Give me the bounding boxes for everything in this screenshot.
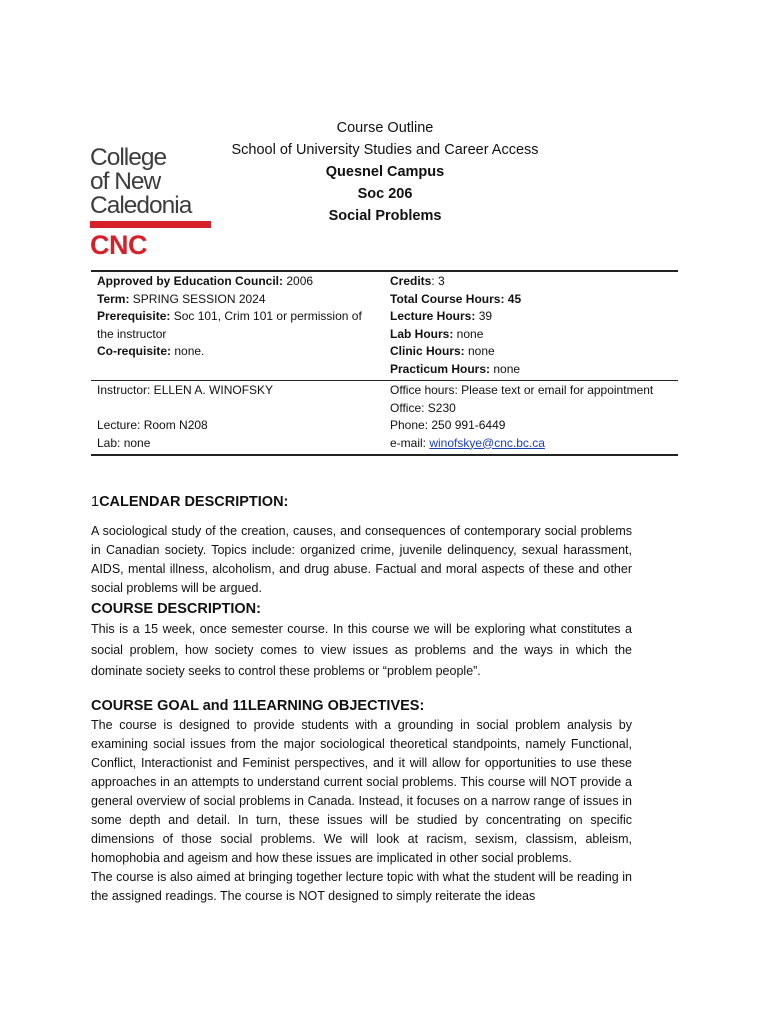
instructor-spacer	[97, 400, 378, 418]
logo-line-of-new: of New	[90, 168, 161, 195]
approved-label: Approved by Education Council:	[97, 274, 284, 288]
goals-paragraph-2: The course is also aimed at bringing together lecture topic with what the student will be reading in the assigned readings. The course is NOT designed to simply reiterate the ideas	[91, 870, 632, 903]
course-description-text: This is a 15 week, once semester course. In this course we will be exploring what constitutes a social problem, how society comes to view issues as problems and the ways in which the dominate society seeks to control these problems or “problem people”.	[91, 622, 632, 678]
info-row-course	[91, 271, 678, 381]
header-course-name: Social Problems	[328, 208, 442, 224]
goals-paragraph-1: The course is designed to provide students with a grounding in social problem analysis by examining social issues from the major sociological theoretical standpoints, namely Functional, Conflict, Interactionist and Feminist perspectives, and it will allow for opportunities to use these approaches in an attempts to understand current social problems. This course will NOT provide a general overview of social problems in Canada. Instead, it focuses on a narrow range of issues in some depth and detail. In turn, these issues will be studied by concentrating on specific dimensions of those social problems. We will look at racism, sexism, classism, ableism, homophobia and ageism and how these issues are implicated in other social problems.	[91, 718, 632, 865]
credits-line	[390, 273, 672, 291]
course-info-table	[91, 270, 678, 456]
instructor-line: Instructor: ELLEN A. WINOFSKY	[97, 383, 274, 397]
approved-value: 2006	[283, 274, 314, 288]
lecture-room-line: Lecture: Room N208	[97, 418, 208, 432]
goals-heading: COURSE GOAL and 11LEARNING OBJECTIVES:	[91, 698, 425, 714]
course-description-heading: COURSE DESCRIPTION:	[91, 601, 261, 617]
prerequisite-label: Prerequisite:	[97, 309, 171, 323]
lab-hours-label: Lab Hours:	[390, 326, 454, 341]
lecture-hours-label: Lecture Hours:	[390, 309, 476, 323]
cnc-logo	[90, 146, 215, 259]
term-line	[97, 291, 378, 309]
header-campus: Quesnel Campus	[325, 164, 445, 180]
email-label: e-mail:	[390, 435, 430, 450]
lab-hours-value: none	[453, 326, 484, 341]
prerequisite-value: Soc 101, Crim 101 or permission of the instructor	[97, 309, 362, 341]
approved-line	[97, 273, 378, 291]
logo-red-bar	[90, 221, 211, 228]
course-details-cell	[91, 271, 384, 381]
logo-abbreviation: CNC	[90, 230, 147, 260]
lab-hours-line	[390, 326, 672, 344]
contact-cell	[384, 381, 678, 456]
instructor-cell	[91, 381, 384, 456]
term-label: Term:	[97, 291, 130, 306]
calendar-description-text: A sociological study of the creation, causes, and consequences of contemporary social problems in Canadian society. Topics include: organized crime, juvenile delinquency, sexual harassment, AIDS, mental illness, alcoholism, and drug abuse. Factual and moral aspects of these and other social problems will be argued.	[91, 524, 632, 595]
clinic-hours-line	[390, 343, 672, 361]
practicum-hours-label: Practicum Hours:	[390, 361, 491, 376]
clinic-hours-label: Clinic Hours:	[390, 344, 465, 358]
phone-line: Phone: 250 991-6449	[390, 418, 506, 432]
calendar-heading	[91, 492, 632, 512]
logo-line-college: College	[90, 144, 167, 171]
lecture-hours-line	[390, 308, 672, 326]
document-body	[91, 492, 632, 906]
calendar-heading-number: 1	[91, 494, 100, 510]
clinic-hours-value: none	[464, 344, 495, 358]
term-value: SPRING SESSION 2024	[129, 291, 266, 306]
document-header	[200, 117, 570, 227]
credits-label: Credits	[390, 274, 432, 288]
hours-cell	[384, 271, 678, 381]
office-hours-line: Office hours: Please text or email for appointment	[390, 383, 654, 397]
corequisite-value: none.	[171, 344, 205, 358]
calendar-heading-text: CALENDAR DESCRIPTION:	[99, 494, 289, 510]
practicum-hours-line	[390, 361, 672, 379]
email-line	[390, 435, 672, 453]
logo-line-caledonia: Caledonia	[90, 192, 192, 219]
practicum-hours-value: none	[490, 361, 521, 376]
corequisite-line	[97, 343, 378, 361]
lab-line: Lab: none	[97, 435, 151, 450]
credits-value: : 3	[431, 274, 445, 288]
prerequisite-line	[97, 308, 378, 343]
header-school: School of University Studies and Career Access	[231, 142, 539, 158]
corequisite-label: Co-requisite:	[97, 344, 172, 358]
info-row-instructor	[91, 381, 678, 456]
lecture-hours-value: 39	[475, 309, 493, 323]
total-hours-line: Total Course Hours: 45	[390, 291, 522, 306]
header-title: Course Outline	[336, 120, 434, 136]
office-line: Office: S230	[390, 400, 456, 415]
header-course-code: Soc 206	[357, 186, 413, 202]
email-link[interactable]: winofskye@cnc.bc.ca	[429, 435, 545, 450]
